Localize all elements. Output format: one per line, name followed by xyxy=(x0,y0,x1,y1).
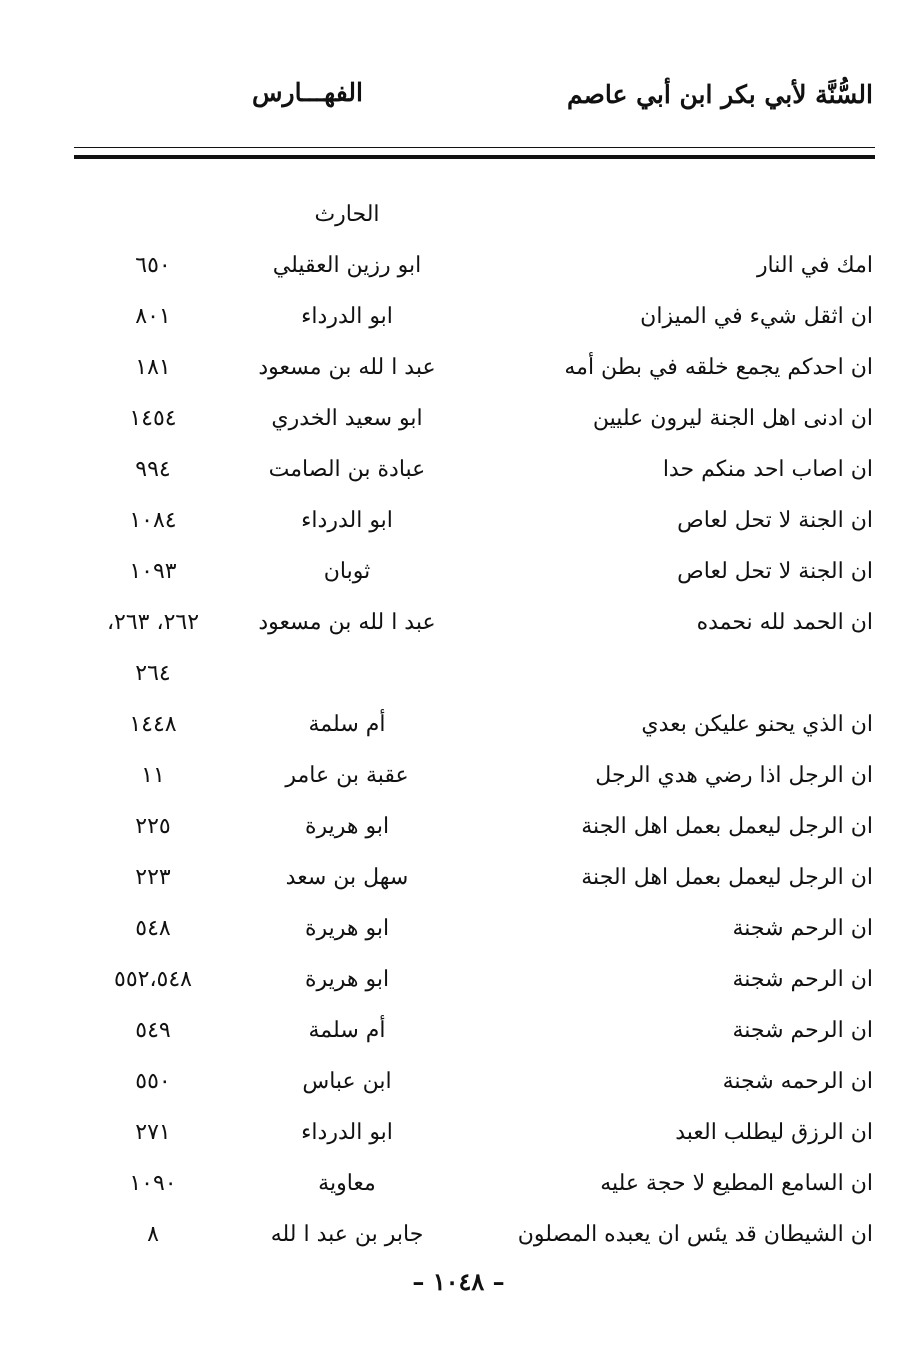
table-row xyxy=(0,903,917,954)
hadith-text: ان الرحمه شجنة xyxy=(722,1069,873,1094)
hadith-numbers: ٨ xyxy=(147,1222,159,1247)
narrator-name: ابو الدرداء xyxy=(301,508,393,533)
hadith-numbers: ٥٤٨ xyxy=(135,916,171,941)
hadith-numbers: ٢٦٤ xyxy=(135,661,171,686)
table-row xyxy=(0,1005,917,1056)
hadith-text: ان اصاب احد منكم حدا xyxy=(662,457,873,482)
index-table xyxy=(0,189,917,1260)
hadith-text: ان الحمد لله نحمده xyxy=(696,610,873,635)
narrator-name: ثوبان xyxy=(323,559,371,584)
narrator-name: أم سلمة xyxy=(308,712,386,737)
table-row xyxy=(0,189,917,240)
hadith-numbers: ١٠٩٣ xyxy=(129,559,177,584)
narrator-name: عبادة بن الصامت xyxy=(268,457,426,482)
table-row xyxy=(0,1107,917,1158)
hadith-text: ان الجنة لا تحل لعاص xyxy=(677,508,873,533)
narrator-name xyxy=(236,648,458,699)
hadith-numbers: ١٠٨٤ xyxy=(129,508,177,533)
hadith-text: ان الذي يحنو عليكن بعدي xyxy=(641,712,873,737)
header-rule-thin xyxy=(74,147,875,148)
header-rule-thick xyxy=(74,155,875,159)
hadith-text: ان اثقل شيء في الميزان xyxy=(640,304,873,329)
hadith-text: ان الرحم شجنة xyxy=(732,1018,873,1043)
hadith-numbers xyxy=(70,189,236,240)
table-row xyxy=(0,1056,917,1107)
hadith-text: ان الرحم شجنة xyxy=(732,916,873,941)
hadith-text: ان السامع المطيع لا حجة عليه xyxy=(600,1171,873,1196)
hadith-numbers: ٥٤٩ xyxy=(135,1018,171,1043)
narrator-name: ابو رزين العقيلي xyxy=(272,253,422,278)
running-header xyxy=(0,72,917,122)
narrator-name: أم سلمة xyxy=(308,1018,386,1043)
hadith-text: ان الرحم شجنة xyxy=(732,967,873,992)
hadith-text: ان احدكم يجمع خلقه في بطن أمه xyxy=(564,355,873,380)
hadith-text: ان الرزق ليطلب العبد xyxy=(675,1120,873,1145)
hadith-numbers: ١٤٥٤ xyxy=(129,406,177,431)
narrator-name: عقبة بن عامر xyxy=(285,763,409,788)
table-row xyxy=(0,495,917,546)
hadith-text: ان الرجل ليعمل بعمل اهل الجنة xyxy=(581,865,873,890)
narrator-name: ابن عباس xyxy=(302,1069,392,1094)
narrator-name: عبد ا لله بن مسعود xyxy=(258,355,436,380)
narrator-name: ابو الدرداء xyxy=(301,304,393,329)
hadith-numbers: ١٠٩٠ xyxy=(129,1171,177,1196)
narrator-name: معاوية xyxy=(318,1171,376,1196)
hadith-numbers: ١٤٤٨ xyxy=(129,712,177,737)
table-row xyxy=(0,291,917,342)
table-row xyxy=(0,852,917,903)
hadith-text: ان الرجل ليعمل بعمل اهل الجنة xyxy=(581,814,873,839)
section-title: الفهـــارس xyxy=(252,78,363,107)
table-row xyxy=(0,750,917,801)
hadith-numbers: ٦٥٠ xyxy=(135,253,171,278)
narrator-name: ابو هريرة xyxy=(304,967,390,992)
hadith-numbers: ٢٢٥ xyxy=(135,814,171,839)
table-row xyxy=(0,444,917,495)
hadith-numbers: ٢٧١ xyxy=(135,1120,171,1145)
narrator-name: عبد ا لله بن مسعود xyxy=(258,610,436,635)
narrator-name: جابر بن عبد ا لله xyxy=(270,1222,424,1247)
table-row xyxy=(0,648,917,699)
hadith-numbers: ١٨١ xyxy=(135,355,171,380)
table-row xyxy=(0,597,917,648)
table-row xyxy=(0,342,917,393)
hadith-numbers: ٢٢٣ xyxy=(135,865,171,890)
table-row xyxy=(0,1209,917,1260)
hadith-numbers: ١١ xyxy=(141,763,165,788)
narrator-name: ابو هريرة xyxy=(304,814,390,839)
table-row xyxy=(0,801,917,852)
table-row xyxy=(0,240,917,291)
table-row xyxy=(0,1158,917,1209)
narrator-name: ابو الدرداء xyxy=(301,1120,393,1145)
hadith-text: ان الجنة لا تحل لعاص xyxy=(677,559,873,584)
table-row xyxy=(0,546,917,597)
hadith-text: امك في النار xyxy=(756,253,873,278)
narrator-name: الحارث xyxy=(314,202,380,227)
hadith-numbers: ٢٦٢، ٢٦٣، xyxy=(106,610,200,635)
hadith-numbers: ٨٠١ xyxy=(135,304,171,329)
hadith-text: ان الرجل اذا رضي هدي الرجل xyxy=(595,763,873,788)
table-row xyxy=(0,393,917,444)
narrator-name: ابو سعيد الخدري xyxy=(271,406,423,431)
hadith-numbers: ٥٥٢،٥٤٨ xyxy=(114,967,192,992)
hadith-text: ان ادنى اهل الجنة ليرون عليين xyxy=(592,406,873,431)
page-number: – ١٠٤٨ – xyxy=(412,1267,505,1296)
book-title: السُّنَّة لأبي بكر ابن أبي عاصم xyxy=(566,80,873,109)
narrator-name: سهل بن سعد xyxy=(285,865,409,890)
table-row xyxy=(0,699,917,750)
table-row xyxy=(0,954,917,1005)
hadith-text: ان الشيطان قد يئس ان يعبده المصلون xyxy=(517,1222,873,1247)
hadith-numbers: ٩٩٤ xyxy=(135,457,171,482)
hadith-numbers: ٥٥٠ xyxy=(135,1069,171,1094)
narrator-name: ابو هريرة xyxy=(304,916,390,941)
